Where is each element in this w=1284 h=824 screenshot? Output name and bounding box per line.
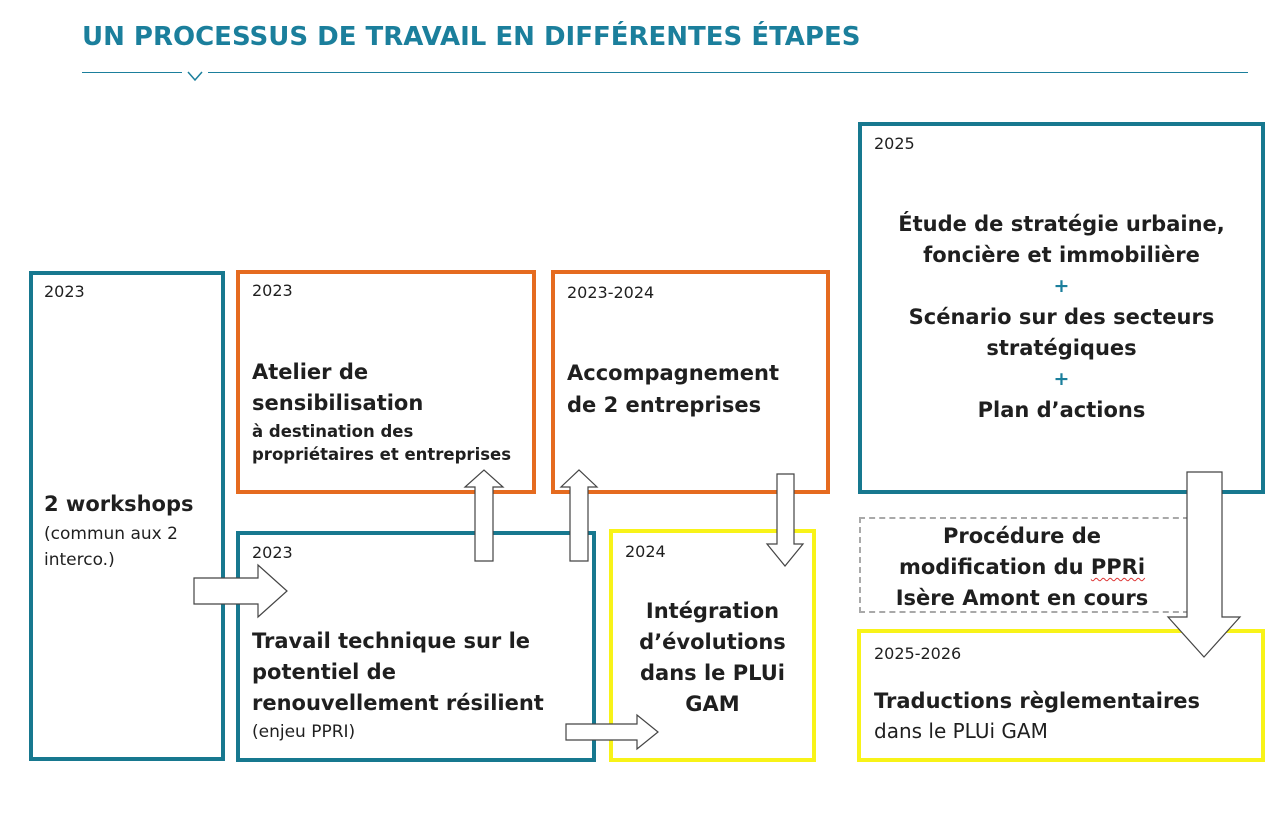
arrow-down-icon bbox=[1168, 472, 1240, 657]
etude-year: 2025 bbox=[874, 134, 915, 153]
atelier-year: 2023 bbox=[252, 281, 293, 300]
travail-title-3: renouvellement résilient bbox=[252, 691, 544, 715]
workshops-subtitle-1: (commun aux 2 bbox=[44, 524, 178, 544]
traductions-subtitle: dans le PLUi GAM bbox=[874, 719, 1048, 743]
travail-title-1: Travail technique sur le bbox=[252, 629, 531, 653]
accompagnement-title-2: de 2 entreprises bbox=[567, 393, 762, 417]
procedure-line-3: Isère Amont en cours bbox=[895, 586, 1149, 610]
procedure-ppri-word: PPRi bbox=[1090, 555, 1146, 579]
arrow-up-icon bbox=[561, 470, 597, 561]
integration-title-1: Intégration bbox=[645, 599, 780, 623]
procedure-line-2-text: modification du bbox=[898, 555, 1091, 579]
etude-line-1: Étude de stratégie urbaine, bbox=[898, 212, 1225, 236]
page-title: UN PROCESSUS DE TRAVAIL EN DIFFÉRENTES ÉTAPES bbox=[82, 22, 861, 52]
travail-title-2: potentiel de bbox=[252, 660, 396, 684]
etude-line-4: stratégiques bbox=[986, 336, 1137, 360]
workshops-title: 2 workshops bbox=[44, 492, 194, 516]
arrow-right-icon bbox=[566, 715, 658, 749]
integration-title-4: GAM bbox=[685, 692, 740, 716]
integration-title-3: dans le PLUi bbox=[640, 661, 785, 685]
atelier-subtitle-1: à destination des bbox=[252, 422, 414, 441]
traductions-year: 2025-2026 bbox=[874, 644, 962, 663]
workshops-year: 2023 bbox=[44, 282, 85, 301]
etude-line-5: Plan d’actions bbox=[977, 398, 1146, 422]
etude-line-3: Scénario sur des secteurs bbox=[908, 305, 1215, 329]
integration-title-2: d’évolutions bbox=[639, 630, 786, 654]
traductions-title: Traductions règlementaires bbox=[874, 689, 1201, 713]
accompagnement-title-1: Accompagnement bbox=[567, 361, 779, 385]
etude-line-2: foncière et immobilière bbox=[923, 243, 1200, 267]
arrow-up-icon bbox=[465, 470, 503, 561]
procedure-line-1: Procédure de bbox=[942, 524, 1102, 548]
arrow-down-icon bbox=[767, 474, 803, 566]
atelier-subtitle-2: propriétaires et entreprises bbox=[252, 445, 512, 464]
etude-plus-1: + bbox=[1053, 275, 1070, 297]
travail-subtitle: (enjeu PPRI) bbox=[252, 722, 356, 742]
travail-year: 2023 bbox=[252, 543, 293, 562]
workshops-subtitle-2: interco.) bbox=[44, 550, 115, 570]
arrow-right-icon bbox=[194, 565, 287, 617]
integration-year: 2024 bbox=[625, 542, 666, 561]
atelier-title-1: Atelier de bbox=[252, 360, 369, 384]
atelier-title-2: sensibilisation bbox=[252, 391, 424, 415]
accompagnement-year: 2023-2024 bbox=[567, 283, 655, 302]
etude-plus-2: + bbox=[1053, 368, 1070, 390]
